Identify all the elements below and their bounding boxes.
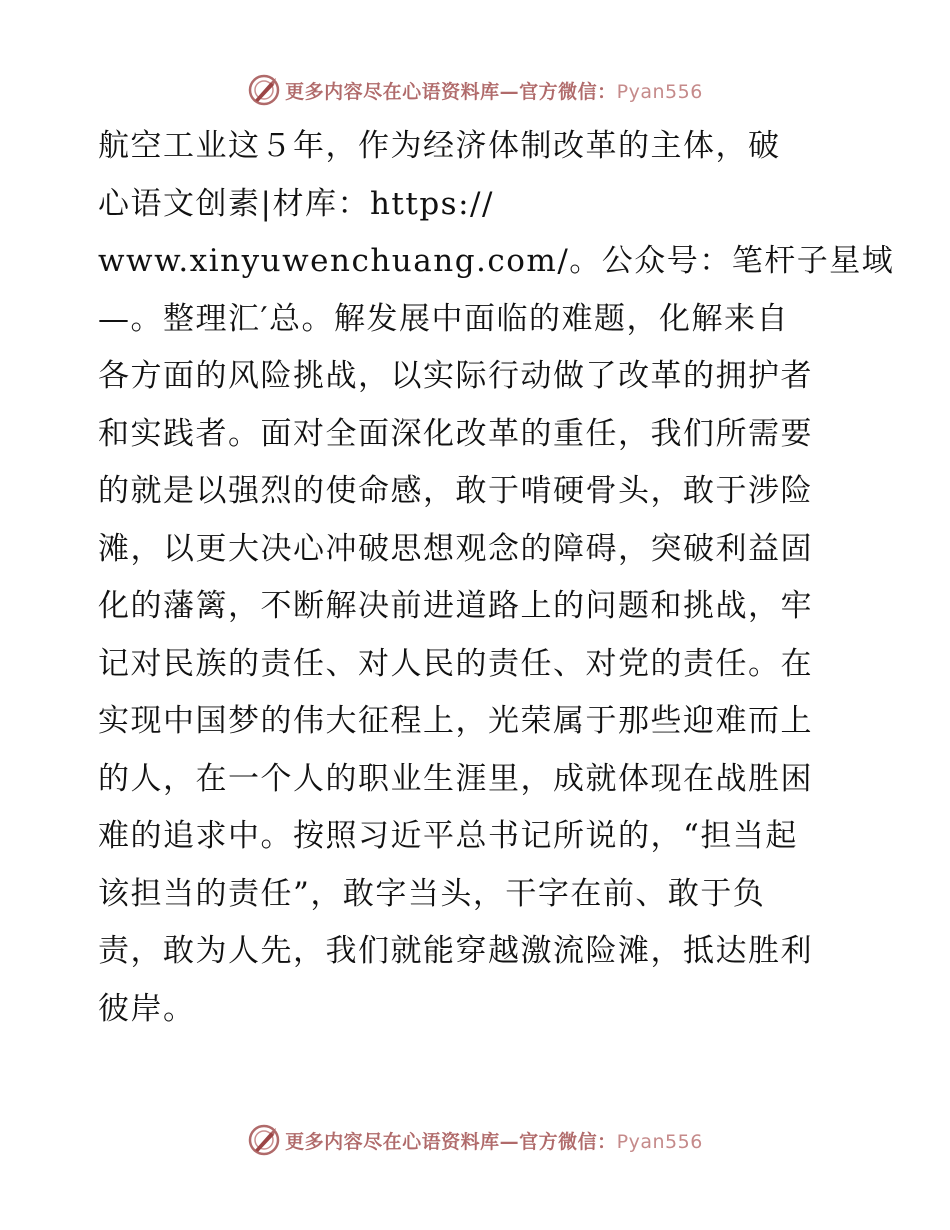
quill-pen-logo-icon: [247, 1123, 281, 1157]
text-line: 航空工业这５年，作为经济体制改革的主体，破: [98, 128, 781, 164]
text-line: 化的藩篱，不断解决前进道路上的问题和挑战，牢: [98, 588, 813, 624]
header-banner: [0, 70, 950, 110]
quill-pen-logo-icon: [247, 73, 281, 107]
text-line: 的就是以强烈的使命感，敢于啃硬骨头，敢于涉险: [98, 473, 813, 509]
text-line: 滩，以更大决心冲破思想观念的障碍，突破利益固: [98, 530, 813, 567]
text-line: 实现中国梦的伟大征程上，光荣属于那些迎难而上: [98, 703, 813, 739]
banner-text: 更多内容尽在心语资料库—官方微信：Pyan556: [285, 1130, 703, 1153]
banner-text: 更多内容尽在心语资料库—官方微信：Pyan556: [285, 80, 703, 103]
text-line: www.xinyuwenchuang.com/。公众号：笔杆子星域: [98, 243, 895, 279]
document-body: [98, 118, 895, 1038]
text-line: 各方面的风险挑战，以实际行动做了改革的拥护者: [98, 358, 813, 394]
text-line: —。整理汇′总。解发展中面临的难题，化解来自: [98, 300, 790, 337]
text-line: 和实践者。面对全面深化改革的重任，我们所需要: [98, 415, 813, 452]
text-line: 心语文创素|材库：https://: [98, 185, 494, 222]
text-line: 记对民族的责任、对人民的责任、对党的责任。在: [98, 645, 813, 682]
text-line: 彼岸。: [98, 990, 196, 1027]
text-line: 难的追求中。按照习近平总书记所说的，“担当起: [98, 818, 798, 854]
wechat-id: Pyan556: [616, 80, 703, 103]
text-line: 该担当的责任”，敢字当头，干字在前、敢于负: [98, 875, 766, 912]
footer-banner: [0, 1120, 950, 1160]
wechat-id: Pyan556: [616, 1130, 703, 1153]
text-line: 责，敢为人先，我们就能穿越激流险滩，抵达胜利: [98, 933, 813, 969]
text-line: 的人，在一个人的职业生涯里，成就体现在战胜困: [98, 760, 813, 797]
